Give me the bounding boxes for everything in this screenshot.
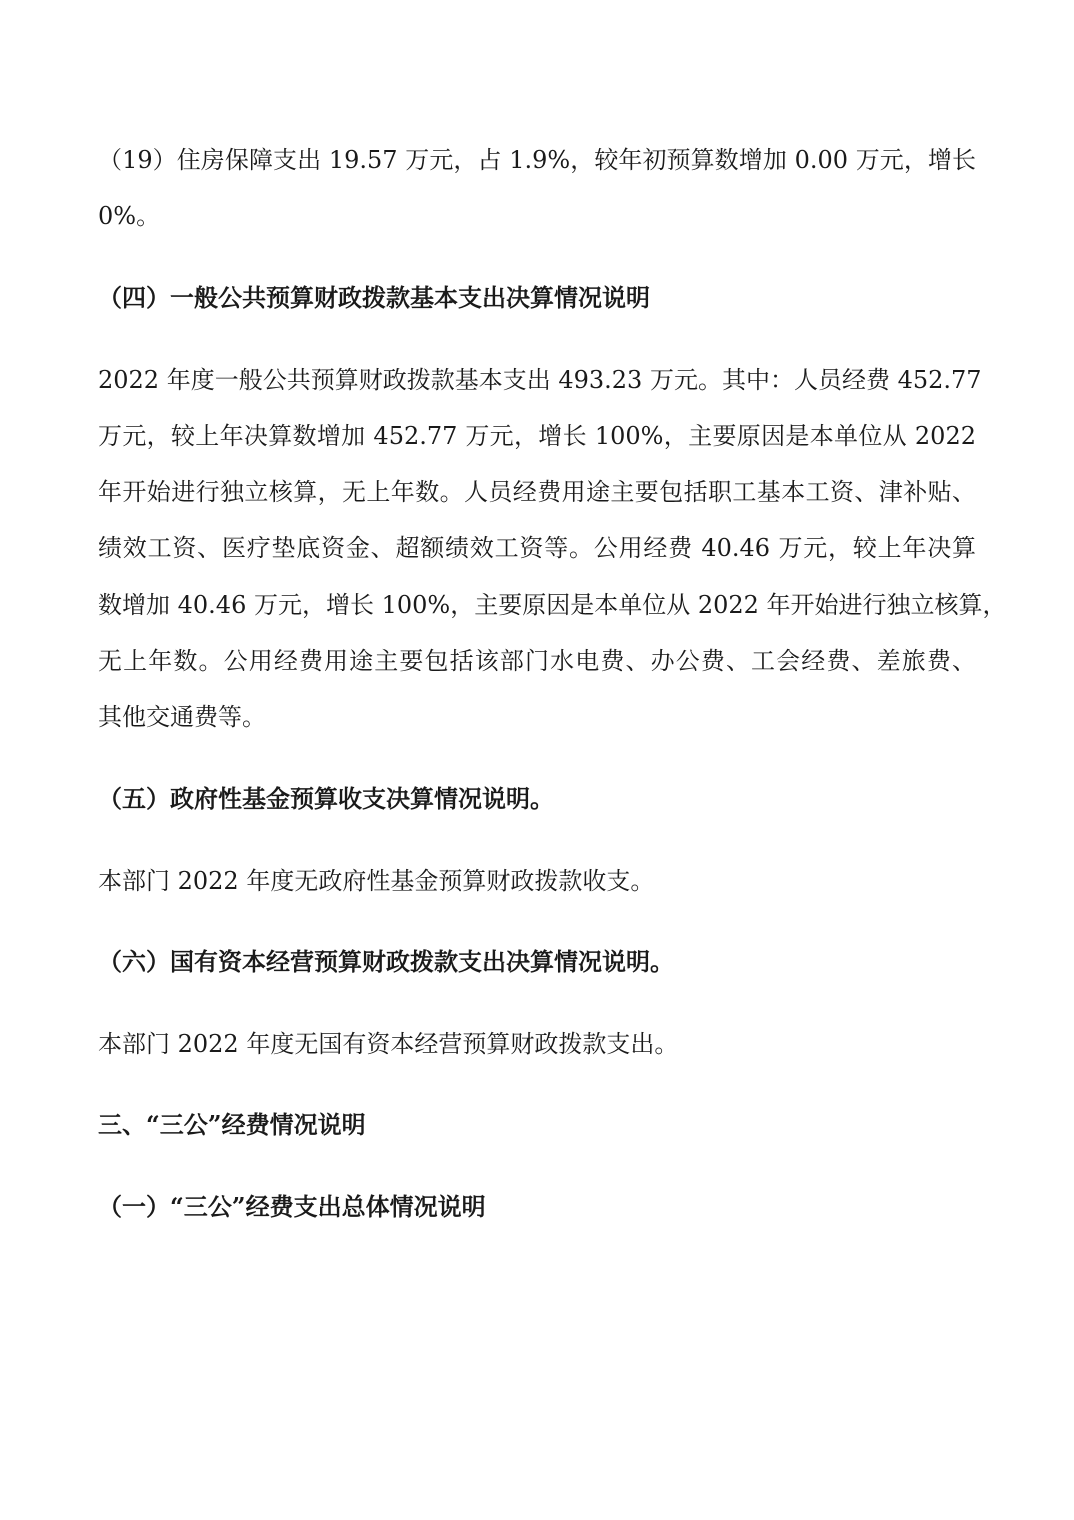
section4-line4: 绩效工资、医疗垫底资金、超额绩效工资等。公用经费 40.46 万元，较上年决算 [98,534,976,562]
item19-line1: （19）住房保障支出 19.57 万元，占 1.9%，较年初预算数增加 0.00 万元，增长 [98,146,976,174]
part3-sub1-heading: （一）“三公”经费支出总体情况说明 [98,1192,486,1221]
section5-heading: （五）政府性基金预算收支决算情况说明。 [98,784,554,813]
section4-line2: 万元，较上年决算数增加 452.77 万元，增长 100%，主要原因是本单位从 2022 [98,422,976,450]
section6-heading: （六）国有资本经营预算财政拨款支出决算情况说明。 [98,947,674,976]
section4-heading: （四）一般公共预算财政拨款基本支出决算情况说明 [98,283,650,312]
part3-heading: 三、“三公”经费情况说明 [98,1110,366,1139]
section4-line5: 数增加 40.46 万元，增长 100%，主要原因是本单位从 2022 年开始进行独立核算， [98,591,1007,619]
section4-line1: 2022 年度一般公共预算财政拨款基本支出 493.23 万元。其中：人员经费 452.77 [98,366,982,394]
section6-text: 本部门 2022 年度无国有资本经营预算财政拨款支出。 [98,1030,679,1058]
section5-text: 本部门 2022 年度无政府性基金预算财政拨款收支。 [98,867,655,895]
section4-line7: 其他交通费等。 [98,703,266,731]
section4-line3: 年开始进行独立核算，无上年数。人员经费用途主要包括职工基本工资、津补贴、 [98,478,976,506]
item19-line2: 0%。 [98,202,161,230]
section4-line6: 无上年数。公用经费用途主要包括该部门水电费、办公费、工会经费、差旅费、 [98,647,976,675]
